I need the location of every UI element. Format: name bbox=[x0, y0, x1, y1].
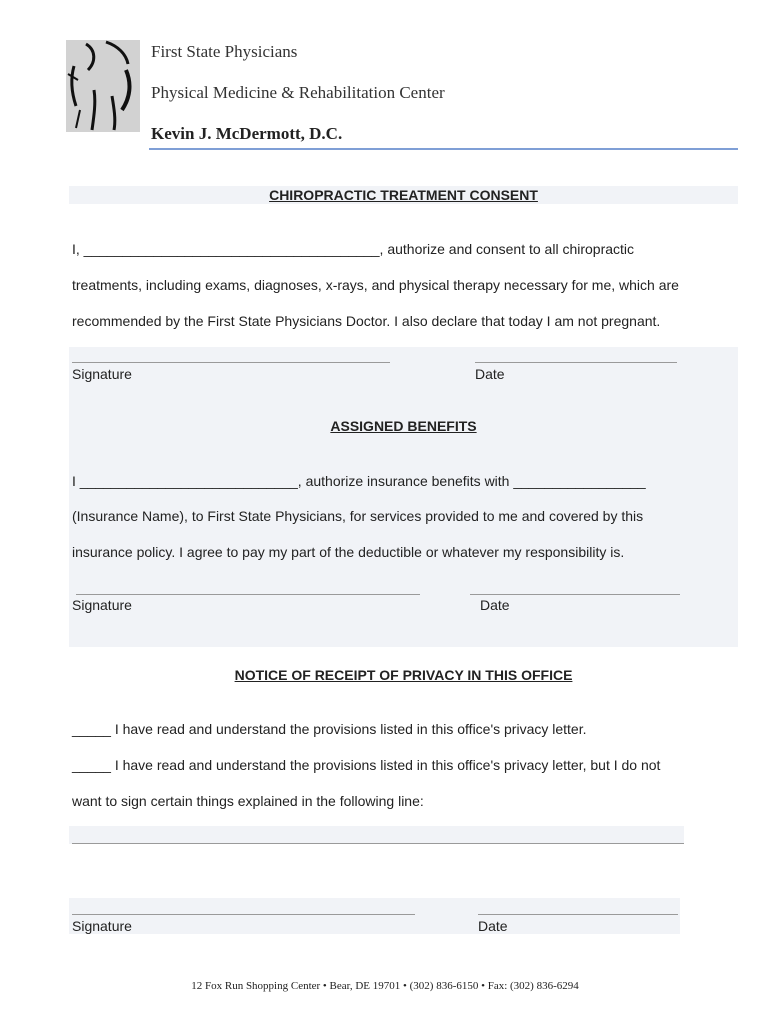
privacy-title: NOTICE OF RECEIPT OF PRIVACY IN THIS OFFICE bbox=[234, 667, 573, 683]
benefits-signature-label: Signature bbox=[72, 597, 132, 613]
benefits-line-1: I ____________________________, authorize insurance benefits with _________________ bbox=[72, 473, 646, 489]
consent-line-2: treatments, including exams, diagnoses, x-rays, and physical therapy necessary for me, which are bbox=[72, 277, 679, 293]
benefits-line-3: insurance policy. I agree to pay my part of the deductible or whatever my responsibility is. bbox=[72, 544, 625, 560]
consent-line-3: recommended by the First State Physicians Doctor. I also declare that today I am not pregnant. bbox=[72, 313, 661, 329]
center-name: Physical Medicine & Rehabilitation Center bbox=[151, 83, 445, 102]
privacy-date-label: Date bbox=[478, 918, 508, 934]
practice-name: First State Physicians bbox=[151, 42, 298, 61]
benefits-signature-line[interactable] bbox=[76, 594, 420, 595]
privacy-option-1: _____ I have read and understand the provisions listed in this office's privacy letter. bbox=[72, 721, 587, 737]
consent-signature-line[interactable] bbox=[72, 362, 390, 363]
privacy-option-2-continued: want to sign certain things explained in the following line: bbox=[72, 793, 424, 809]
explanation-band bbox=[69, 826, 684, 844]
practice-logo bbox=[66, 40, 140, 132]
privacy-signature-label: Signature bbox=[72, 918, 132, 934]
consent-title: CHIROPRACTIC TREATMENT CONSENT bbox=[269, 187, 538, 203]
consent-signature-label: Signature bbox=[72, 366, 132, 382]
privacy-signature-band bbox=[69, 898, 680, 934]
privacy-signature-line[interactable] bbox=[72, 914, 415, 915]
header-divider bbox=[149, 148, 738, 150]
consent-date-line[interactable] bbox=[475, 362, 677, 363]
benefits-title: ASSIGNED BENEFITS bbox=[330, 418, 477, 434]
consent-line-1: I, ______________________________________, authorize and consent to all chiropractic bbox=[72, 241, 635, 257]
footer-address: 12 Fox Run Shopping Center • Bear, DE 19701 • (302) 836-6150 • Fax: (302) 836-6294 bbox=[191, 980, 579, 992]
privacy-date-line[interactable] bbox=[478, 914, 678, 915]
explanation-line[interactable] bbox=[72, 843, 684, 844]
figure-sketch-icon bbox=[66, 40, 140, 132]
benefits-line-2: (Insurance Name), to First State Physicians, for services provided to me and covered by this bbox=[72, 508, 644, 524]
benefits-date-line[interactable] bbox=[470, 594, 680, 595]
benefits-date-label: Date bbox=[480, 597, 510, 613]
benefits-band bbox=[69, 347, 738, 647]
privacy-option-2: _____ I have read and understand the provisions listed in this office's privacy letter, but I do not bbox=[72, 757, 661, 773]
consent-date-label: Date bbox=[475, 366, 505, 382]
doctor-name: Kevin J. McDermott, D.C. bbox=[151, 124, 343, 143]
